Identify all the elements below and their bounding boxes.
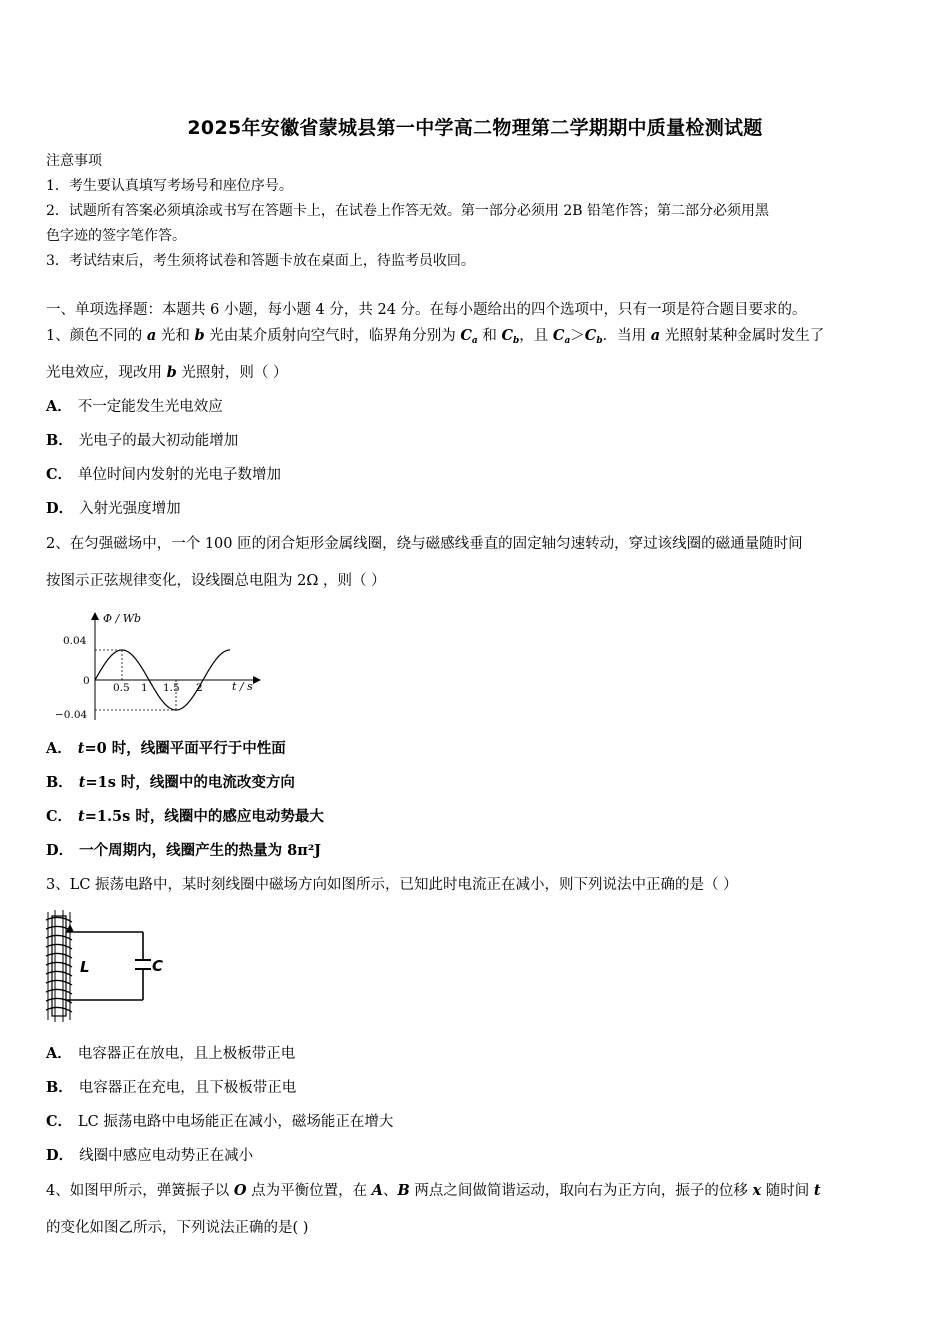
option-text: 电容器正在放电，且上极板带正电 <box>77 1046 296 1062</box>
option-label: C． <box>46 466 73 483</box>
q1-option-c[interactable] <box>46 464 908 486</box>
y-axis-label: Φ / Wb <box>103 612 142 625</box>
q1-stem-line2 <box>46 362 908 384</box>
option-label: D． <box>46 1147 74 1164</box>
q2-stem-line1: 2、在匀强磁场中，一个 100 匝的闭合矩形金属线圈，绕与磁感线垂直的固定轴匀速转动，穿过该线圈的磁通量随时间 <box>46 536 803 552</box>
notice-item-2: 2．试题所有答案必须填涂或书写在答题卡上，在试卷上作答无效。第一部分必须用 2B 铅笔作答；第二部分必须用黑 <box>46 203 769 219</box>
q4-stem-line1 <box>46 1180 908 1202</box>
q3-option-d[interactable] <box>46 1145 908 1167</box>
q1-text: 光和 <box>156 328 195 344</box>
x-tick-1-5: 1.5 <box>163 682 180 694</box>
var-C: C <box>584 327 597 344</box>
x-tick-2: 2 <box>196 682 203 694</box>
var-t: t <box>77 740 85 757</box>
var-C: C <box>552 327 565 344</box>
var-C: C <box>460 327 472 344</box>
section-header: 一、单项选择题：本题共 6 小题，每小题 4 分，共 24 分。在每小题给出的四个选项中，只有一项是符合题目要求的。 <box>46 302 807 318</box>
var-a: a <box>146 327 157 344</box>
option-text: 线圈中感应电动势正在减小 <box>79 1148 254 1164</box>
label-L: L <box>80 958 90 976</box>
x-tick-1: 1 <box>141 682 148 694</box>
var-t: t <box>813 1182 821 1199</box>
option-label: B． <box>46 432 73 449</box>
option-text: LC 振荡电路中电场能正在减小，磁场能正在增大 <box>78 1114 394 1130</box>
lc-circuit-figure <box>44 908 174 1023</box>
x-axis-arrow <box>253 676 261 684</box>
option-text: =1.5s 时，线圈中的感应电动势最大 <box>84 808 324 825</box>
notice-item-2-cont: 色字迹的签字笔作答。 <box>46 228 186 244</box>
var-t: t <box>78 774 86 791</box>
q1-text: 和 <box>477 328 502 344</box>
coil-turn <box>46 935 72 940</box>
q3-stem: 3、LC 振荡电路中，某时刻线圈中磁场方向如图所示，已知此时电流正在减小，则下列说法中正确的是（ ） <box>46 877 738 893</box>
coil-turn <box>46 1007 72 1012</box>
option-text: =1s 时，线圈中的电流改变方向 <box>85 774 295 791</box>
q2-stem-line2: 按图示正弦规律变化，设线圈总电阻为 2Ω ，则（ ） <box>46 573 386 589</box>
q3-option-a[interactable] <box>46 1043 908 1065</box>
option-text: =0 时，线圈平面平行于中性面 <box>84 740 286 757</box>
q2-option-b[interactable] <box>46 772 908 794</box>
var-B: B <box>397 1182 410 1199</box>
y-axis-arrow <box>91 612 99 620</box>
option-text: 光电子的最大初动能增加 <box>78 433 239 449</box>
q2-option-c[interactable] <box>46 806 908 828</box>
option-label: B． <box>46 774 73 791</box>
q1-option-a[interactable] <box>46 396 908 418</box>
option-text: 入射光强度增加 <box>79 501 181 517</box>
coil-turn <box>46 953 72 958</box>
q4-text: 随时间 <box>761 1183 814 1199</box>
q4-text: 、 <box>382 1183 398 1199</box>
coil-turn <box>46 971 72 976</box>
q1-text: ，且 <box>519 328 553 344</box>
coil-turn <box>46 989 72 994</box>
option-text: 一个周期内，线圈产生的热量为 8π²J <box>79 842 322 859</box>
sub-a: a <box>471 336 478 346</box>
option-label: A． <box>46 398 72 415</box>
var-a: a <box>650 327 661 344</box>
coil-turn <box>46 917 72 922</box>
var-x: x <box>752 1182 762 1199</box>
option-label: A． <box>46 740 72 757</box>
page-title: 2025年安徽省蒙城县第一中学高二物理第二学期期中质量检测试题 <box>187 117 763 139</box>
flux-time-chart <box>55 610 265 725</box>
q1-option-d[interactable] <box>46 498 908 520</box>
q4-stem-line2: 的变化如图乙所示，下列说法正确的是( ) <box>46 1220 309 1236</box>
q1-text: 光电效应，现改用 <box>46 365 167 381</box>
var-b: b <box>166 364 177 381</box>
q2-option-d[interactable] <box>46 840 908 862</box>
option-label: D． <box>46 500 74 517</box>
option-label: C． <box>46 808 73 825</box>
sub-b: b <box>596 336 603 346</box>
q1-text: 光照射，则（ ） <box>176 365 288 381</box>
notice-heading: 注意事项 <box>46 153 102 169</box>
coil-core <box>52 916 66 1016</box>
var-b: b <box>194 327 205 344</box>
coil-turn <box>46 980 72 985</box>
q1-option-b[interactable] <box>46 430 908 452</box>
y-tick-zero: 0 <box>83 675 90 687</box>
coil-turn <box>46 944 72 949</box>
q4-text: 4、如图甲所示，弹簧振子以 <box>46 1183 234 1199</box>
option-text: 电容器正在充电，且下极板带正电 <box>78 1080 297 1096</box>
q4-text: 点为平衡位置，在 <box>246 1183 372 1199</box>
label-C: C <box>152 957 164 975</box>
var-t: t <box>78 808 85 825</box>
q1-text: 1、颜色不同的 <box>46 328 147 344</box>
option-label: C． <box>46 1113 73 1130</box>
q1-text: 光由某介质射向空气时，临界角分别为 <box>204 328 461 344</box>
sub-a: a <box>564 336 571 346</box>
q4-text: 两点之间做简谐运动，取向右为正方向，振子的位移 <box>409 1183 753 1199</box>
notice-item-3: 3．考试结束后，考生须将试卷和答题卡放在桌面上，待监考员收回。 <box>46 253 475 269</box>
x-axis-label: t / s <box>232 680 253 693</box>
option-label: D． <box>46 842 74 859</box>
option-label: A． <box>46 1045 72 1062</box>
q3-option-c[interactable] <box>46 1111 908 1133</box>
y-tick-max: 0.04 <box>63 635 87 647</box>
x-tick-0-5: 0.5 <box>113 682 130 694</box>
q1-stem-line1 <box>46 325 908 352</box>
sub-b: b <box>512 336 520 346</box>
option-label: B． <box>46 1079 73 1096</box>
q1-text: 光照射某种金属时发生了 <box>660 328 825 344</box>
q1-text: ＞ <box>570 328 585 344</box>
q1-text: ．当用 <box>602 328 651 344</box>
y-tick-min: −0.04 <box>55 709 88 721</box>
notice-item-1: 1．考生要认真填写考场号和座位序号。 <box>46 178 293 194</box>
q2-option-a[interactable] <box>46 738 908 760</box>
option-text: 不一定能发生光电效应 <box>77 399 223 415</box>
q3-option-b[interactable] <box>46 1077 908 1099</box>
var-O: O <box>233 1182 247 1199</box>
var-C: C <box>501 327 513 344</box>
var-A: A <box>371 1182 383 1199</box>
coil-turn <box>46 998 72 1003</box>
coil-turn <box>46 962 72 967</box>
option-text: 单位时间内发射的光电子数增加 <box>78 467 282 483</box>
